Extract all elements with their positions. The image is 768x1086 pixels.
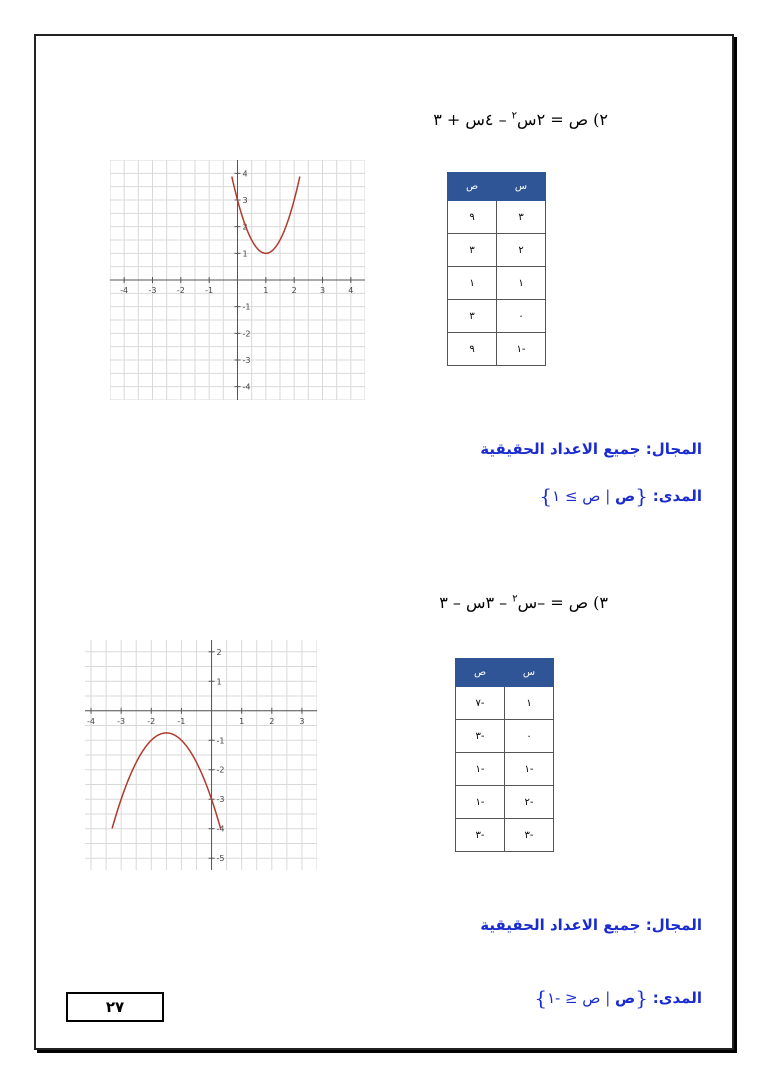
- range-label: المدى:: [652, 989, 702, 1007]
- x-tick-label: 2: [291, 286, 297, 295]
- brace-close: }: [534, 986, 548, 1010]
- x-tick-label: -3: [117, 716, 126, 726]
- table-cell-y: -٣: [456, 720, 505, 753]
- domain-text-2: المجال: جميع الاعداد الحقيقية: [480, 440, 702, 458]
- table-cell-x: -٢: [505, 786, 554, 819]
- equation-3: ٣) ص = –س$^٢$ – ٣س – ٣: [439, 593, 608, 612]
- table-cell-y: ١: [448, 267, 497, 300]
- table-row: [456, 720, 554, 753]
- x-tick-label: -2: [176, 286, 185, 295]
- table-row: [448, 333, 546, 366]
- table-header-x: س: [497, 173, 546, 201]
- y-tick-label: 1: [242, 249, 248, 259]
- graph-3: [85, 640, 317, 870]
- y-tick-label: 4: [242, 169, 248, 179]
- table-cell-y: -٧: [456, 687, 505, 720]
- domain-text-3: المجال: جميع الاعداد الحقيقية: [480, 916, 702, 934]
- y-tick-label: -1: [216, 736, 225, 746]
- table-cell-y: -١: [456, 786, 505, 819]
- table-cell-y: ٩: [448, 201, 497, 234]
- page-number: ٢٧: [66, 992, 164, 1022]
- table-row: [456, 786, 554, 819]
- table-cell-y: ٣: [448, 234, 497, 267]
- table-header-y: ص: [448, 173, 497, 201]
- table-cell-x: -١: [505, 753, 554, 786]
- table-row: [448, 234, 546, 267]
- value-table-3: [455, 658, 554, 852]
- brace-close: }: [539, 484, 553, 508]
- x-tick-label: 3: [319, 286, 326, 295]
- table-row: [456, 819, 554, 852]
- table-cell-x: ٢: [497, 234, 546, 267]
- table-cell-y: -٣: [456, 819, 505, 852]
- y-tick-label: -2: [216, 765, 225, 775]
- graph-2: [110, 160, 365, 400]
- x-tick-label: 1: [263, 286, 269, 295]
- y-tick-label: 2: [242, 222, 248, 232]
- table-cell-y: ٣: [448, 300, 497, 333]
- y-tick-label: -3: [242, 356, 251, 365]
- table-cell-x: ١: [497, 267, 546, 300]
- table-cell-x: ٠: [497, 300, 546, 333]
- brace-open: {: [635, 986, 648, 1010]
- range-condition: | ص ≤ -١: [547, 989, 611, 1007]
- y-tick-label: 2: [216, 647, 222, 657]
- x-tick-label: -3: [148, 286, 157, 295]
- x-tick-label: -1: [205, 286, 214, 295]
- table-header-y: ص: [456, 659, 505, 687]
- equation-2: ٢) ص = ٢س$^٢$ – ٤س + ٣: [433, 110, 608, 129]
- table-row: [456, 753, 554, 786]
- range-label: المدى:: [652, 487, 702, 505]
- y-tick-label: 1: [216, 677, 222, 687]
- y-tick-label: -2: [242, 329, 251, 339]
- x-tick-label: -4: [87, 716, 96, 726]
- table-row: [448, 300, 546, 333]
- y-tick-label: -1: [242, 302, 251, 312]
- table-cell-x: -١: [497, 333, 546, 366]
- y-tick-label: -5: [216, 854, 225, 864]
- x-tick-label: -1: [177, 716, 186, 726]
- brace-open: {: [635, 484, 648, 508]
- table-cell-x: -٣: [505, 819, 554, 852]
- y-tick-label: -4: [216, 824, 225, 834]
- range-text-2: [539, 484, 702, 508]
- table-header-x: س: [505, 659, 554, 687]
- value-table-2: [447, 172, 546, 366]
- table-row: [456, 687, 554, 720]
- range-var: ص: [615, 487, 636, 505]
- table-cell-x: ١: [505, 687, 554, 720]
- y-tick-label: -4: [242, 382, 251, 392]
- x-tick-label: -4: [120, 286, 129, 295]
- range-text-3: [534, 986, 702, 1010]
- x-tick-label: -2: [147, 716, 156, 726]
- table-cell-x: ٣: [497, 201, 546, 234]
- x-tick-label: 3: [299, 716, 305, 726]
- table-cell-x: ٠: [505, 720, 554, 753]
- table-row: [448, 267, 546, 300]
- range-var: ص: [615, 989, 636, 1007]
- x-tick-label: 4: [348, 286, 354, 295]
- y-tick-label: 3: [242, 196, 248, 205]
- x-tick-label: 1: [239, 716, 245, 726]
- table-row: [448, 201, 546, 234]
- x-tick-label: 2: [269, 716, 275, 726]
- y-tick-label: -3: [216, 795, 225, 805]
- range-condition: | ص ≥ ١: [552, 487, 611, 505]
- table-cell-y: -١: [456, 753, 505, 786]
- table-cell-y: ٩: [448, 333, 497, 366]
